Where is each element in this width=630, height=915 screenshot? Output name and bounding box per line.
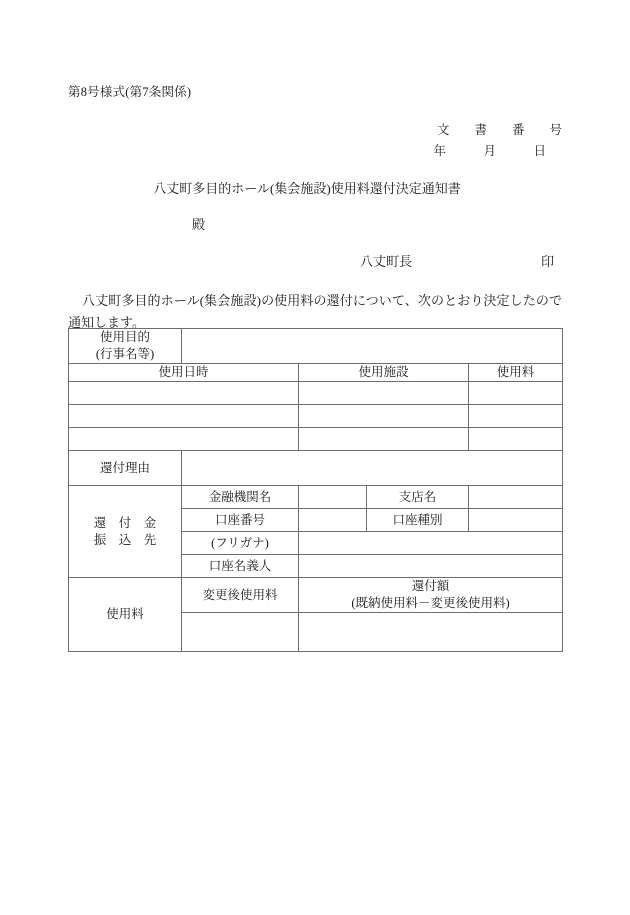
table-row-fee-headers [69,578,563,613]
document-date-label: 年 月 日 [433,144,546,158]
usage-datetime-header: 使用日時 [69,364,299,382]
usage-datetime-cell[interactable] [69,428,299,451]
bank-holder-label: 口座名義人 [182,555,299,578]
fee-section-label: 使用料 [69,578,182,652]
bank-institution-label: 金融機関名 [182,486,299,509]
bank-section-label [69,486,182,578]
refund-amount-value[interactable] [299,613,563,652]
reason-label: 還付理由 [69,451,182,486]
bank-branch-label: 支店名 [367,486,469,509]
refund-amount-header [299,578,563,613]
usage-fee-cell[interactable] [469,405,563,428]
changed-fee-header: 変更後使用料 [182,578,299,613]
document-number-label: 文 書 番 号 [436,123,562,137]
issuer-row [360,251,560,270]
seal-icon: 印 [540,254,554,269]
purpose-label [69,329,182,364]
usage-facility-cell[interactable] [299,405,469,428]
table-row-bank-institution [69,486,563,509]
bank-account-type-label: 口座種別 [367,509,469,532]
table-row-reason [69,451,563,486]
body-paragraph: 八丈町多目的ホール(集会施設)の使用料の還付について、次のとおり決定したので通知します。 [68,293,562,330]
bank-account-type-value[interactable] [469,509,563,532]
bank-account-number-label: 口座番号 [182,509,299,532]
table-row-purpose [69,329,563,364]
usage-datetime-cell[interactable] [69,405,299,428]
bank-branch-value[interactable] [469,486,563,509]
form-number: 第8号様式(第7条関係) [68,85,192,99]
table-row [69,405,563,428]
refund-amount-header-line1: 還付額 [411,579,450,593]
document-number-block [0,120,562,162]
usage-facility-cell[interactable] [299,382,469,405]
bank-account-number-value[interactable] [299,509,367,532]
refund-amount-header-line2: (既納使用料－変更後使用料) [351,596,510,610]
bank-furigana-label: (フリガナ) [182,532,299,555]
purpose-value-cell[interactable] [182,329,563,364]
purpose-label-line1: 使用目的 [99,330,150,344]
usage-facility-cell[interactable] [299,428,469,451]
bank-holder-value[interactable] [299,555,563,578]
purpose-label-line2: (行事名等) [95,347,155,361]
table-row-usage-headers [69,364,563,382]
refund-decision-table [68,328,563,652]
usage-facility-header: 使用施設 [299,364,469,382]
changed-fee-value[interactable] [182,613,299,652]
page-title: 八丈町多目的ホール(集会施設)使用料還付決定通知書 [153,181,461,196]
bank-furigana-value[interactable] [299,532,563,555]
reason-value-cell[interactable] [182,451,563,486]
usage-datetime-cell[interactable] [69,382,299,405]
addressee-honorific: 殿 [192,217,206,232]
table-row [69,428,563,451]
issuer-name: 八丈町長 [360,254,413,269]
usage-fee-cell[interactable] [469,428,563,451]
bank-institution-value[interactable] [299,486,367,509]
bank-section-label-line1: 還 付 金 [93,515,157,530]
usage-fee-cell[interactable] [469,382,563,405]
usage-fee-header: 使用料 [469,364,563,382]
table-row [69,382,563,405]
bank-section-label-line2: 振 込 先 [93,532,157,547]
